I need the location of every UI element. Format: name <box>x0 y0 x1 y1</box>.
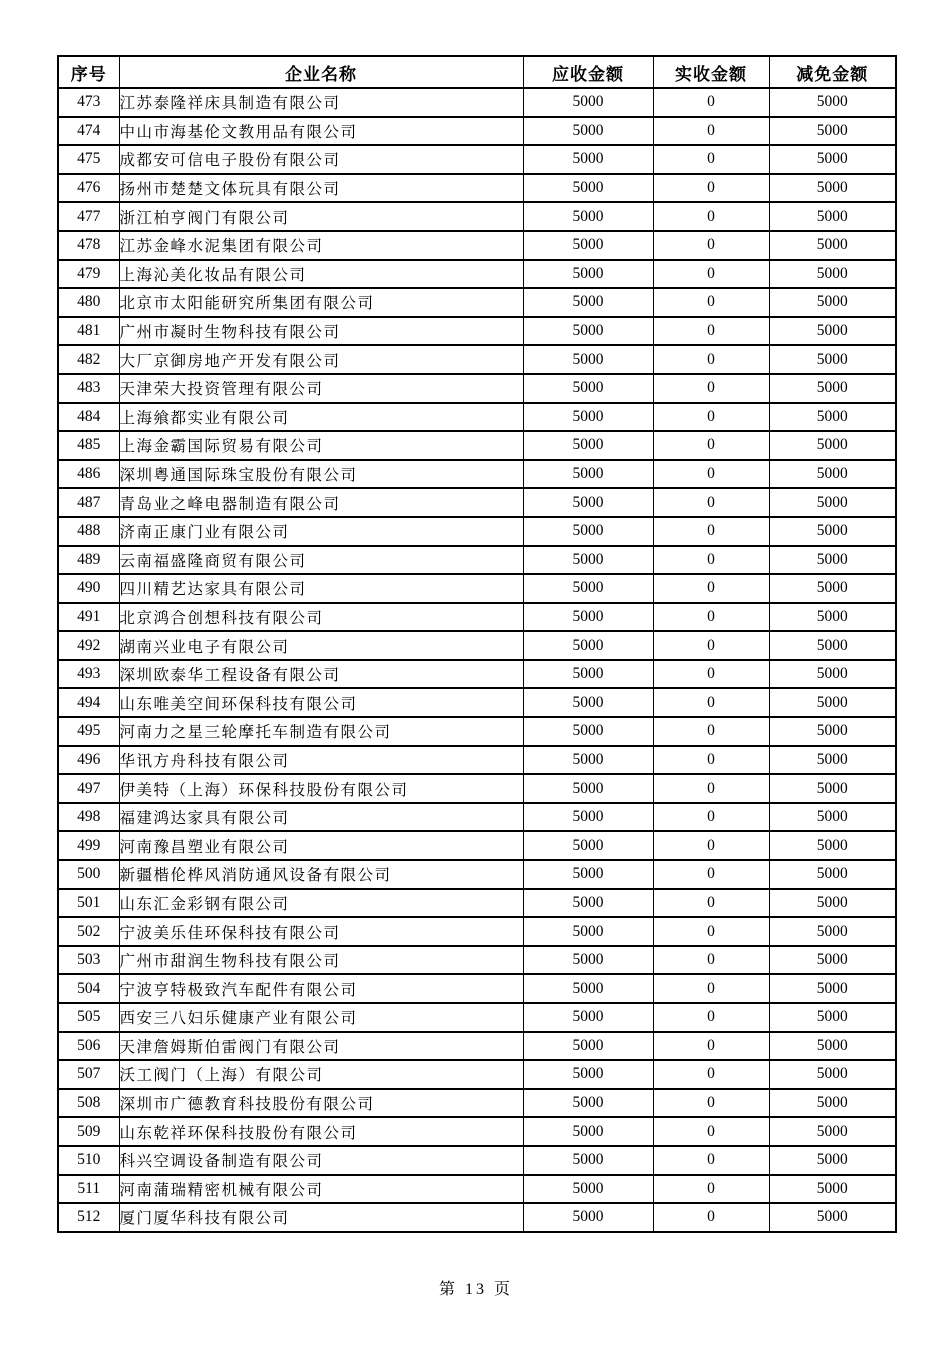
receivable-amount-cell: 5000 <box>523 1146 653 1175</box>
table-row <box>58 460 896 489</box>
company-name-cell: 深圳粤通国际珠宝股份有限公司 <box>119 460 523 489</box>
table-row <box>58 317 896 346</box>
company-name-cell: 大厂京御房地产开发有限公司 <box>119 345 523 374</box>
company-name-cell: 江苏泰隆祥床具制造有限公司 <box>119 88 523 117</box>
receivable-amount-cell: 5000 <box>523 1175 653 1204</box>
table-row <box>58 603 896 632</box>
table-row <box>58 1032 896 1061</box>
table-row <box>58 574 896 603</box>
receivable-amount-cell: 5000 <box>523 717 653 746</box>
row-number-cell: 505 <box>58 1003 119 1032</box>
reduced-amount-cell: 5000 <box>769 117 896 146</box>
row-number-cell: 473 <box>58 88 119 117</box>
company-name-cell: 上海沁美化妆品有限公司 <box>119 260 523 289</box>
receivable-amount-cell: 5000 <box>523 174 653 203</box>
table-row <box>58 374 896 403</box>
company-name-cell: 华讯方舟科技有限公司 <box>119 746 523 775</box>
row-number-cell: 507 <box>58 1060 119 1089</box>
received-amount-cell: 0 <box>653 917 769 946</box>
table-row <box>58 431 896 460</box>
reduced-amount-cell: 5000 <box>769 202 896 231</box>
table-row <box>58 88 896 117</box>
receivable-amount-cell: 5000 <box>523 746 653 775</box>
row-number-cell: 488 <box>58 517 119 546</box>
company-name-cell: 扬州市楚楚文体玩具有限公司 <box>119 174 523 203</box>
company-name-cell: 湖南兴业电子有限公司 <box>119 631 523 660</box>
receivable-amount-cell: 5000 <box>523 889 653 918</box>
receivable-amount-cell: 5000 <box>523 917 653 946</box>
received-amount-cell: 0 <box>653 1203 769 1232</box>
table-row <box>58 1060 896 1089</box>
company-name-cell: 山东汇金彩钢有限公司 <box>119 889 523 918</box>
receivable-amount-cell: 5000 <box>523 260 653 289</box>
company-name-cell: 广州市凝时生物科技有限公司 <box>119 317 523 346</box>
reduced-amount-cell: 5000 <box>769 488 896 517</box>
company-name-cell: 江苏金峰水泥集团有限公司 <box>119 231 523 260</box>
receivable-amount-cell: 5000 <box>523 1117 653 1146</box>
table-row <box>58 1003 896 1032</box>
company-name-cell: 北京市太阳能研究所集团有限公司 <box>119 288 523 317</box>
received-amount-cell: 0 <box>653 374 769 403</box>
receivable-amount-cell: 5000 <box>523 688 653 717</box>
receivable-amount-cell: 5000 <box>523 946 653 975</box>
row-number-cell: 493 <box>58 660 119 689</box>
reduced-amount-cell: 5000 <box>769 717 896 746</box>
reduced-amount-cell: 5000 <box>769 603 896 632</box>
received-amount-cell: 0 <box>653 1060 769 1089</box>
table-row <box>58 1117 896 1146</box>
reduced-amount-cell: 5000 <box>769 974 896 1003</box>
row-number-cell: 480 <box>58 288 119 317</box>
table-row <box>58 660 896 689</box>
table-row <box>58 831 896 860</box>
received-amount-cell: 0 <box>653 317 769 346</box>
table-row <box>58 717 896 746</box>
receivable-amount-cell: 5000 <box>523 202 653 231</box>
receivable-amount-cell: 5000 <box>523 974 653 1003</box>
reduced-amount-cell: 5000 <box>769 260 896 289</box>
table-row <box>58 145 896 174</box>
table-header <box>58 56 896 88</box>
received-amount-cell: 0 <box>653 117 769 146</box>
receivable-amount-cell: 5000 <box>523 1203 653 1232</box>
row-number-cell: 486 <box>58 460 119 489</box>
table-row <box>58 117 896 146</box>
company-name-cell: 上海飨都实业有限公司 <box>119 403 523 432</box>
receivable-amount-cell: 5000 <box>523 317 653 346</box>
receivable-amount-cell: 5000 <box>523 488 653 517</box>
received-amount-cell: 0 <box>653 174 769 203</box>
reduced-amount-cell: 5000 <box>769 1175 896 1204</box>
table-row <box>58 746 896 775</box>
reduced-amount-cell: 5000 <box>769 631 896 660</box>
reduced-amount-cell: 5000 <box>769 860 896 889</box>
company-name-cell: 河南豫昌塑业有限公司 <box>119 831 523 860</box>
reduced-amount-cell: 5000 <box>769 1146 896 1175</box>
received-amount-cell: 0 <box>653 231 769 260</box>
row-number-cell: 494 <box>58 688 119 717</box>
received-amount-cell: 0 <box>653 1117 769 1146</box>
receivable-amount-cell: 5000 <box>523 460 653 489</box>
reduced-amount-cell: 5000 <box>769 831 896 860</box>
table-row <box>58 288 896 317</box>
row-number-cell: 498 <box>58 803 119 832</box>
receivable-amount-cell: 5000 <box>523 403 653 432</box>
reduced-amount-cell: 5000 <box>769 460 896 489</box>
received-amount-cell: 0 <box>653 660 769 689</box>
company-name-cell: 西安三八妇乐健康产业有限公司 <box>119 1003 523 1032</box>
reduced-amount-cell: 5000 <box>769 774 896 803</box>
table-row <box>58 774 896 803</box>
reduced-amount-cell: 5000 <box>769 746 896 775</box>
row-number-cell: 495 <box>58 717 119 746</box>
reduced-amount-cell: 5000 <box>769 546 896 575</box>
receivable-amount-cell: 5000 <box>523 831 653 860</box>
row-number-cell: 508 <box>58 1089 119 1118</box>
received-amount-cell: 0 <box>653 546 769 575</box>
row-number-cell: 477 <box>58 202 119 231</box>
received-amount-cell: 0 <box>653 831 769 860</box>
reduced-amount-cell: 5000 <box>769 231 896 260</box>
row-number-cell: 475 <box>58 145 119 174</box>
company-name-cell: 福建鸿达家具有限公司 <box>119 803 523 832</box>
table-row <box>58 889 896 918</box>
table-row <box>58 1175 896 1204</box>
reduced-amount-cell: 5000 <box>769 1203 896 1232</box>
column-header-1: 企业名称 <box>119 56 523 88</box>
reduced-amount-cell: 5000 <box>769 917 896 946</box>
received-amount-cell: 0 <box>653 288 769 317</box>
reduced-amount-cell: 5000 <box>769 517 896 546</box>
company-name-cell: 上海金霸国际贸易有限公司 <box>119 431 523 460</box>
received-amount-cell: 0 <box>653 688 769 717</box>
reduced-amount-cell: 5000 <box>769 1117 896 1146</box>
received-amount-cell: 0 <box>653 1032 769 1061</box>
company-name-cell: 宁波美乐佳环保科技有限公司 <box>119 917 523 946</box>
reduced-amount-cell: 5000 <box>769 574 896 603</box>
row-number-cell: 479 <box>58 260 119 289</box>
received-amount-cell: 0 <box>653 345 769 374</box>
table-row <box>58 345 896 374</box>
received-amount-cell: 0 <box>653 631 769 660</box>
row-number-cell: 476 <box>58 174 119 203</box>
row-number-cell: 491 <box>58 603 119 632</box>
company-name-cell: 山东唯美空间环保科技有限公司 <box>119 688 523 717</box>
reduced-amount-cell: 5000 <box>769 174 896 203</box>
receivable-amount-cell: 5000 <box>523 1060 653 1089</box>
receivable-amount-cell: 5000 <box>523 431 653 460</box>
company-name-cell: 天津荣大投资管理有限公司 <box>119 374 523 403</box>
reduced-amount-cell: 5000 <box>769 1060 896 1089</box>
table-row <box>58 917 896 946</box>
row-number-cell: 474 <box>58 117 119 146</box>
reduced-amount-cell: 5000 <box>769 288 896 317</box>
company-name-cell: 浙江柏亨阀门有限公司 <box>119 202 523 231</box>
company-name-cell: 河南蒲瑞精密机械有限公司 <box>119 1175 523 1204</box>
company-name-cell: 山东乾祥环保科技股份有限公司 <box>119 1117 523 1146</box>
receivable-amount-cell: 5000 <box>523 546 653 575</box>
company-name-cell: 沃工阀门（上海）有限公司 <box>119 1060 523 1089</box>
received-amount-cell: 0 <box>653 1003 769 1032</box>
table-header-row <box>58 56 896 88</box>
company-name-cell: 成都安可信电子股份有限公司 <box>119 145 523 174</box>
company-name-cell: 宁波亨特极致汽车配件有限公司 <box>119 974 523 1003</box>
company-name-cell: 河南力之星三轮摩托车制造有限公司 <box>119 717 523 746</box>
row-number-cell: 501 <box>58 889 119 918</box>
receivable-amount-cell: 5000 <box>523 88 653 117</box>
column-header-0: 序号 <box>58 56 119 88</box>
row-number-cell: 497 <box>58 774 119 803</box>
received-amount-cell: 0 <box>653 774 769 803</box>
company-name-cell: 济南正康门业有限公司 <box>119 517 523 546</box>
reduced-amount-cell: 5000 <box>769 688 896 717</box>
table-row <box>58 1089 896 1118</box>
receivable-amount-cell: 5000 <box>523 774 653 803</box>
receivable-amount-cell: 5000 <box>523 603 653 632</box>
received-amount-cell: 0 <box>653 460 769 489</box>
column-header-2: 应收金额 <box>523 56 653 88</box>
row-number-cell: 504 <box>58 974 119 1003</box>
table-row <box>58 260 896 289</box>
reduced-amount-cell: 5000 <box>769 1032 896 1061</box>
reduced-amount-cell: 5000 <box>769 317 896 346</box>
reduced-amount-cell: 5000 <box>769 403 896 432</box>
received-amount-cell: 0 <box>653 860 769 889</box>
row-number-cell: 506 <box>58 1032 119 1061</box>
received-amount-cell: 0 <box>653 260 769 289</box>
receivable-amount-cell: 5000 <box>523 145 653 174</box>
company-name-cell: 四川精艺达家具有限公司 <box>119 574 523 603</box>
table-row <box>58 688 896 717</box>
received-amount-cell: 0 <box>653 889 769 918</box>
reduced-amount-cell: 5000 <box>769 660 896 689</box>
table-row <box>58 631 896 660</box>
receivable-amount-cell: 5000 <box>523 1003 653 1032</box>
received-amount-cell: 0 <box>653 517 769 546</box>
reduced-amount-cell: 5000 <box>769 431 896 460</box>
received-amount-cell: 0 <box>653 202 769 231</box>
company-name-cell: 青岛业之峰电器制造有限公司 <box>119 488 523 517</box>
reduced-amount-cell: 5000 <box>769 374 896 403</box>
reduced-amount-cell: 5000 <box>769 1003 896 1032</box>
received-amount-cell: 0 <box>653 145 769 174</box>
row-number-cell: 484 <box>58 403 119 432</box>
received-amount-cell: 0 <box>653 803 769 832</box>
company-name-cell: 广州市甜润生物科技有限公司 <box>119 946 523 975</box>
table-row <box>58 488 896 517</box>
company-name-cell: 深圳市广德教育科技股份有限公司 <box>119 1089 523 1118</box>
company-name-cell: 云南福盛隆商贸有限公司 <box>119 546 523 575</box>
row-number-cell: 509 <box>58 1117 119 1146</box>
row-number-cell: 481 <box>58 317 119 346</box>
row-number-cell: 483 <box>58 374 119 403</box>
table-row <box>58 202 896 231</box>
receivable-amount-cell: 5000 <box>523 803 653 832</box>
receivable-amount-cell: 5000 <box>523 1089 653 1118</box>
row-number-cell: 502 <box>58 917 119 946</box>
column-header-3: 实收金额 <box>653 56 769 88</box>
table-row <box>58 974 896 1003</box>
row-number-cell: 487 <box>58 488 119 517</box>
fee-table <box>57 55 897 1233</box>
table-row <box>58 946 896 975</box>
receivable-amount-cell: 5000 <box>523 860 653 889</box>
row-number-cell: 482 <box>58 345 119 374</box>
received-amount-cell: 0 <box>653 603 769 632</box>
reduced-amount-cell: 5000 <box>769 145 896 174</box>
table-row <box>58 1203 896 1232</box>
row-number-cell: 503 <box>58 946 119 975</box>
row-number-cell: 500 <box>58 860 119 889</box>
reduced-amount-cell: 5000 <box>769 946 896 975</box>
company-name-cell: 新疆楷伦桦风消防通风设备有限公司 <box>119 860 523 889</box>
received-amount-cell: 0 <box>653 574 769 603</box>
table-row <box>58 403 896 432</box>
receivable-amount-cell: 5000 <box>523 231 653 260</box>
row-number-cell: 490 <box>58 574 119 603</box>
received-amount-cell: 0 <box>653 746 769 775</box>
receivable-amount-cell: 5000 <box>523 631 653 660</box>
receivable-amount-cell: 5000 <box>523 374 653 403</box>
company-name-cell: 厦门厦华科技有限公司 <box>119 1203 523 1232</box>
table-row <box>58 517 896 546</box>
received-amount-cell: 0 <box>653 717 769 746</box>
row-number-cell: 492 <box>58 631 119 660</box>
received-amount-cell: 0 <box>653 946 769 975</box>
receivable-amount-cell: 5000 <box>523 574 653 603</box>
company-name-cell: 深圳欧泰华工程设备有限公司 <box>119 660 523 689</box>
company-name-cell: 科兴空调设备制造有限公司 <box>119 1146 523 1175</box>
table-row <box>58 174 896 203</box>
table-row <box>58 1146 896 1175</box>
received-amount-cell: 0 <box>653 1146 769 1175</box>
company-name-cell: 天津詹姆斯伯雷阀门有限公司 <box>119 1032 523 1061</box>
table-row <box>58 231 896 260</box>
company-name-cell: 北京鸿合创想科技有限公司 <box>119 603 523 632</box>
received-amount-cell: 0 <box>653 403 769 432</box>
column-header-4: 减免金额 <box>769 56 896 88</box>
row-number-cell: 478 <box>58 231 119 260</box>
reduced-amount-cell: 5000 <box>769 889 896 918</box>
company-name-cell: 伊美特（上海）环保科技股份有限公司 <box>119 774 523 803</box>
received-amount-cell: 0 <box>653 974 769 1003</box>
reduced-amount-cell: 5000 <box>769 803 896 832</box>
table-row <box>58 860 896 889</box>
received-amount-cell: 0 <box>653 1175 769 1204</box>
row-number-cell: 512 <box>58 1203 119 1232</box>
receivable-amount-cell: 5000 <box>523 660 653 689</box>
received-amount-cell: 0 <box>653 431 769 460</box>
row-number-cell: 511 <box>58 1175 119 1204</box>
received-amount-cell: 0 <box>653 1089 769 1118</box>
reduced-amount-cell: 5000 <box>769 1089 896 1118</box>
receivable-amount-cell: 5000 <box>523 345 653 374</box>
page-number: 第 13 页 <box>438 1281 513 1298</box>
reduced-amount-cell: 5000 <box>769 345 896 374</box>
reduced-amount-cell: 5000 <box>769 88 896 117</box>
row-number-cell: 489 <box>58 546 119 575</box>
row-number-cell: 510 <box>58 1146 119 1175</box>
receivable-amount-cell: 5000 <box>523 517 653 546</box>
row-number-cell: 499 <box>58 831 119 860</box>
row-number-cell: 485 <box>58 431 119 460</box>
company-name-cell: 中山市海基伦文教用品有限公司 <box>119 117 523 146</box>
received-amount-cell: 0 <box>653 488 769 517</box>
table-row <box>58 803 896 832</box>
received-amount-cell: 0 <box>653 88 769 117</box>
table-row <box>58 546 896 575</box>
receivable-amount-cell: 5000 <box>523 1032 653 1061</box>
receivable-amount-cell: 5000 <box>523 117 653 146</box>
row-number-cell: 496 <box>58 746 119 775</box>
receivable-amount-cell: 5000 <box>523 288 653 317</box>
